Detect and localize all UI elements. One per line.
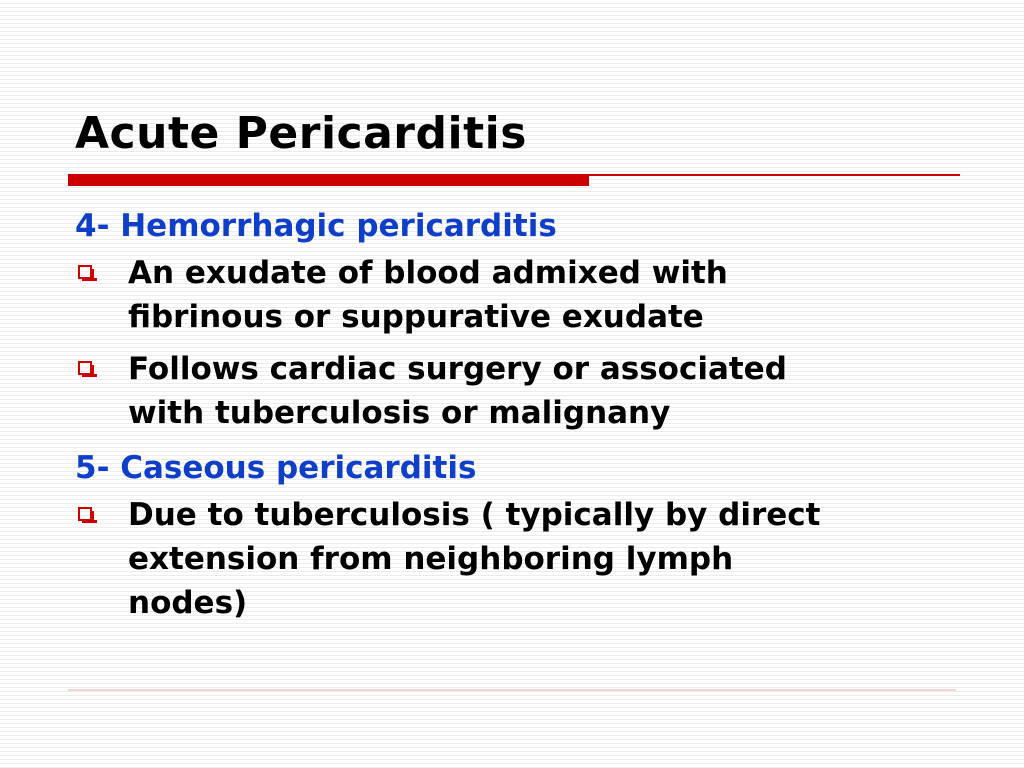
square-checkbox-bullet-icon [78, 507, 92, 521]
slide-content [75, 203, 975, 633]
section-heading-hemorrhagic: 4- Hemorrhagic pericarditis [75, 208, 557, 244]
bullet-item [75, 493, 975, 625]
bullet-text-line: with tuberculosis or malignany [128, 395, 671, 431]
footer-divider [68, 689, 956, 691]
bullet-text-line: An exudate of blood admixed with [128, 255, 728, 291]
section-heading-caseous: 5- Caseous pericarditis [75, 450, 477, 486]
bullet-item [75, 347, 975, 435]
bullet-text-line: Follows cardiac surgery or associated [128, 351, 787, 387]
square-checkbox-bullet-icon [78, 265, 92, 279]
bullet-text-line: Due to tuberculosis ( typically by direct [128, 497, 821, 533]
bullet-text-line: fibrinous or suppurative exudate [128, 299, 704, 335]
bullet-text-line: extension from neighboring lymph [128, 541, 734, 577]
title-underline-thin [589, 174, 960, 176]
square-checkbox-bullet-icon [78, 361, 92, 375]
title-underline-thick [68, 174, 589, 186]
slide-title: Acute Pericarditis [75, 108, 527, 159]
bullet-item [75, 251, 975, 339]
bullet-text-line: nodes) [128, 585, 248, 621]
